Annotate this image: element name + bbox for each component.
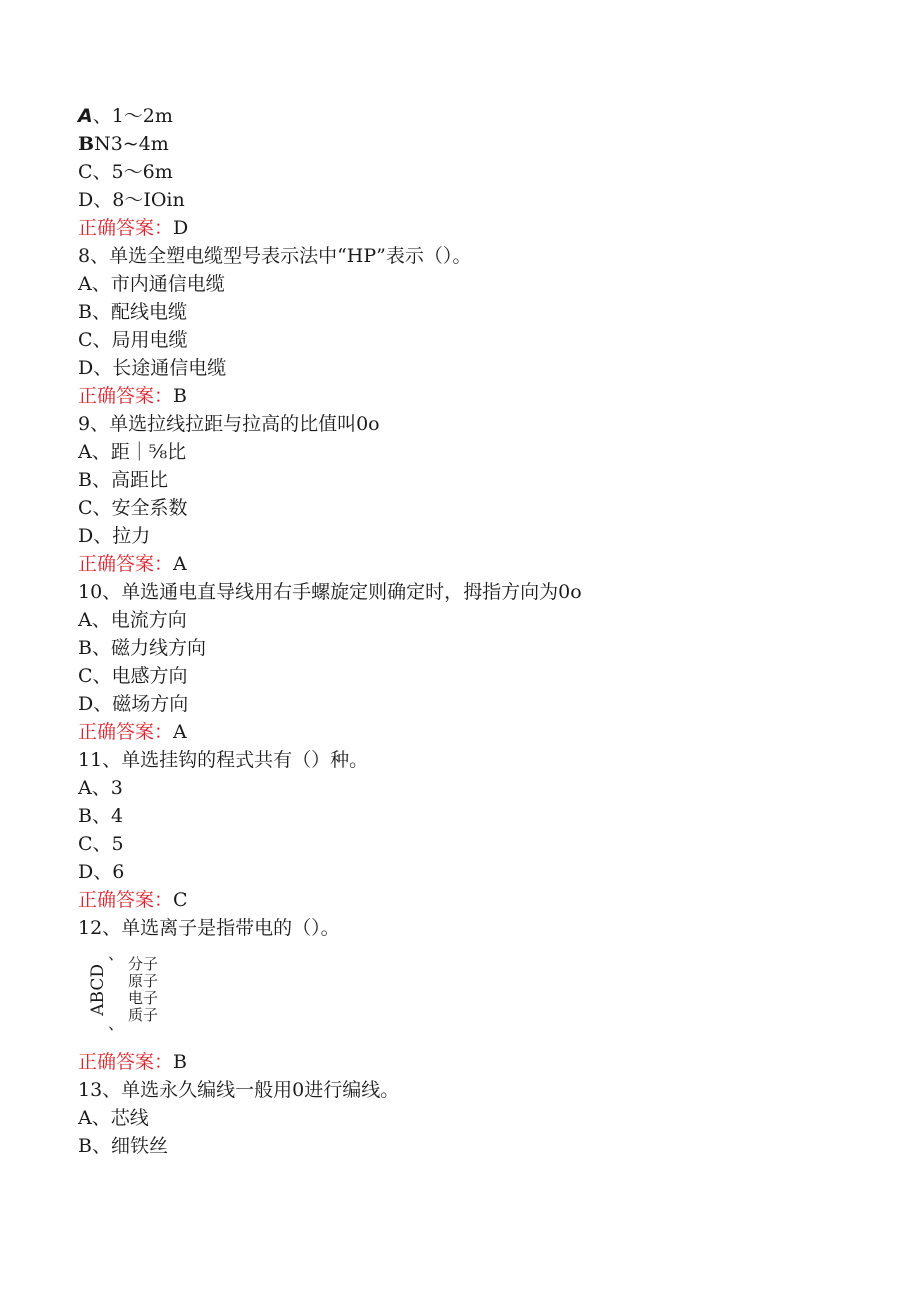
answer-value: B (173, 1051, 187, 1073)
q8-option-d: D、长途通信电缆 (78, 357, 227, 379)
q12-answer (78, 1048, 878, 1076)
q7-option-b-letter: B (78, 133, 95, 155)
q8-option-b: B、配线电缆 (78, 301, 187, 323)
q7-option-b-text: N3~4m (94, 133, 169, 155)
q7-option-c: C、5～6m (78, 161, 173, 183)
q12-option-b: 原子 (128, 972, 159, 990)
answer-label: 正确答案： (78, 1051, 174, 1073)
q10-answer (78, 718, 878, 746)
q9-option-c: C、安全系数 (78, 497, 188, 519)
q10-option-c: C、电感方向 (78, 665, 188, 687)
q8-option-a: A、市内通信电缆 (78, 273, 225, 295)
option-separator: 、 (108, 944, 125, 963)
q8-option-c: C、局用电缆 (78, 329, 188, 351)
q12-option-d: 质子 (128, 1006, 159, 1024)
answer-value: A (173, 553, 187, 575)
q7-option-a-letter: A (78, 105, 93, 127)
q10-option-d: D、磁场方向 (78, 693, 189, 715)
answer-label: 正确答案： (78, 889, 174, 911)
answer-value: B (173, 385, 187, 407)
q13-question: 13、单选永久编线一般用0进行编线。 (78, 1079, 400, 1101)
q9-option-d: D、拉力 (78, 525, 151, 547)
q9-option-b: B、高距比 (78, 469, 168, 491)
q7-answer (78, 214, 878, 242)
q13-option-b: B、细铁丝 (78, 1135, 168, 1157)
q12-option-list (128, 956, 158, 1024)
q9-question: 9、单选拉线拉距与拉高的比值叫0o (78, 413, 380, 435)
q12-question: 12、单选离子是指带电的（）。 (78, 917, 340, 939)
q10-option-b: B、磁力线方向 (78, 637, 206, 659)
q10-option-a: A、电流方向 (78, 609, 187, 631)
answer-label: 正确答案： (78, 553, 174, 575)
q9-option-a: A、距｜⅝比 (78, 441, 187, 463)
q13-option-a: A、芯线 (78, 1107, 149, 1129)
q12-options-scan (78, 942, 878, 1048)
q11-question: 11、单选挂钩的程式共有（）种。 (78, 749, 369, 771)
q8-question: 8、单选全塑电缆型号表示法中“HP”表示（）。 (78, 245, 472, 267)
answer-value: C (173, 889, 188, 911)
q9-answer (78, 550, 878, 578)
q12-option-a: 分子 (128, 955, 159, 973)
answer-label: 正确答案： (78, 385, 174, 407)
answer-label: 正确答案： (78, 217, 174, 239)
option-separator: 、 (108, 1014, 125, 1033)
q11-option-b: B、4 (78, 805, 124, 827)
answer-value: D (173, 217, 189, 239)
q12-option-letters: ABCD (88, 964, 108, 1016)
q7-option-b (78, 130, 878, 158)
document-page (78, 102, 878, 1160)
q11-option-d: D、6 (78, 861, 125, 883)
q7-option-a-text: 、1～2m (92, 105, 173, 127)
q11-option-a: A、3 (78, 777, 123, 799)
q10-question: 10、单选通电直导线用右手螺旋定则确定时，拇指方向为0o (78, 581, 582, 603)
q11-option-c: C、5 (78, 833, 124, 855)
q8-answer (78, 382, 878, 410)
q11-answer (78, 886, 878, 914)
answer-label: 正确答案： (78, 721, 174, 743)
q7-option-a (78, 102, 878, 130)
answer-value: A (173, 721, 187, 743)
q12-option-c: 电子 (128, 989, 159, 1007)
q7-option-d: D、8～IOin (78, 189, 185, 211)
